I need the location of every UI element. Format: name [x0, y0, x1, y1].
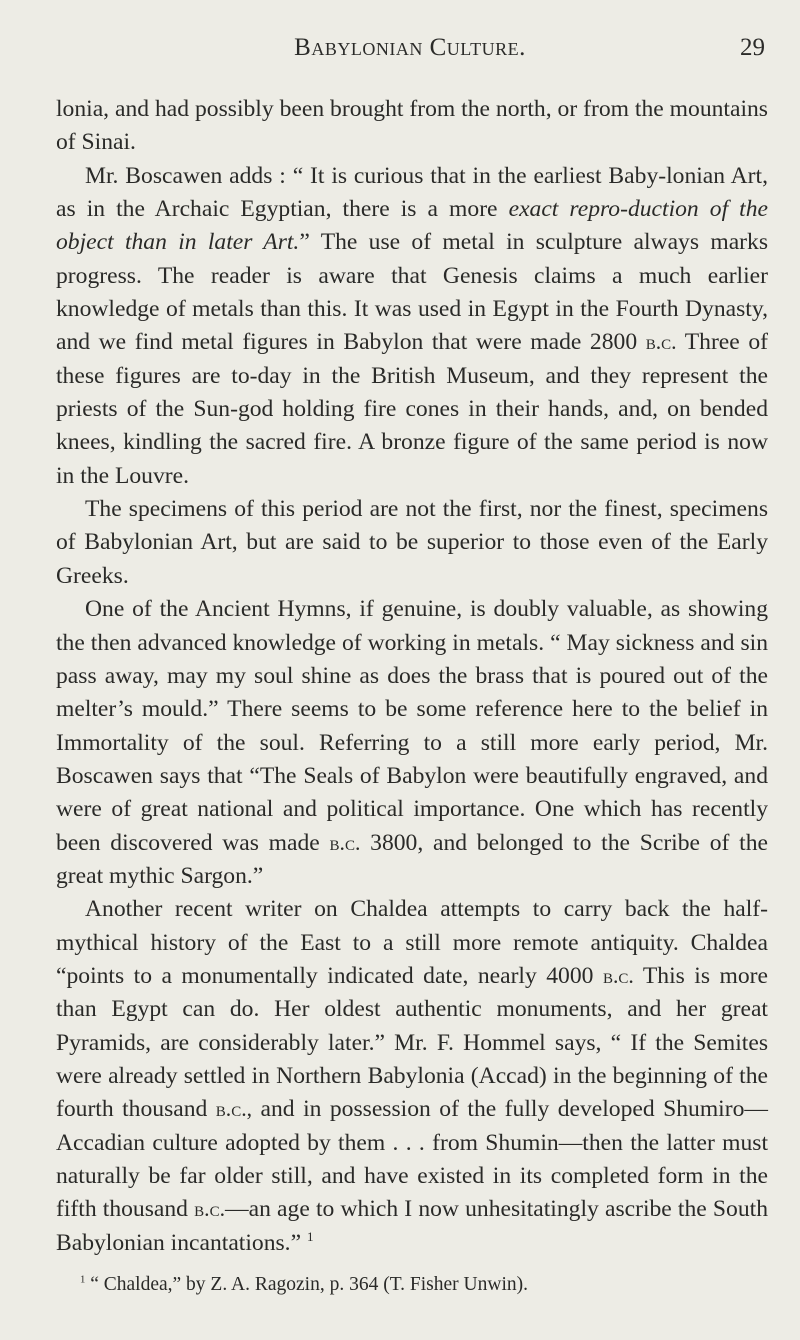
paragraph-5-era-abbr-1: b.c.	[602, 963, 634, 988]
footnote-reference[interactable]: 1	[306, 1228, 314, 1244]
paragraph-5-era-abbr-3: b.c.	[194, 1197, 226, 1222]
paragraph-4	[56, 593, 768, 893]
paragraph-2-era-abbr: b.c.	[645, 330, 677, 355]
paragraph-5-part-g: —an age to which I now unhesitatingly ascribe the South Babylonian incantations.”	[56, 1196, 768, 1256]
footnote-marker: 1	[80, 1273, 86, 1286]
running-title: Babylonian Culture.	[294, 34, 526, 61]
paragraph-5-part-a: Another recent writer on Chaldea attempts to carry back the half-mythical history of the East to a still more remote antiquity. Chaldea “points to a monumentally indicated date, nearly 4000	[56, 896, 768, 989]
paragraph-5-part-c: This is more than Egypt can do. Her oldest authentic monuments, and her great Pyramids, are considerably later.” Mr. F. Hommel says, “ If the Semites were already settled in Northern Babylonia (Accad) in the beginning of the fourth thousand	[56, 962, 768, 1123]
footnote-text: “ Chaldea,” by Z. A. Ragozin, p. 364 (T. Fisher Unwin).	[85, 1274, 528, 1295]
paragraph-1-text: lonia, and had possibly been brought from the north, or from the mountains of Sinai.	[56, 96, 768, 156]
paragraph-5-part-e: and in possession of the fully developed Shumiro—Accadian culture adopted by them . . . from Shumin—then the latter must naturally be far older still, and have existed in its completed form in the fifth thousand	[56, 1096, 768, 1223]
paragraph-4-era-abbr: b.c.	[329, 830, 361, 855]
paragraph-4-part-a: One of the Ancient Hymns, if genuine, is doubly valuable, as showing the then advanced knowledge of working in metals. “ May sickness and sin pass away, may my soul shine as does the brass that is poured out of the melter’s mould.” There seems to be some reference here to the belief in Immortality of the soul. Referring to a still more early period, Mr. Boscawen says that “The Seals of Babylon were beautifully engraved, and were of great national and political importance. One which has recently been discovered was made	[56, 596, 768, 856]
paragraph-3-text: The specimens of this period are not the first, nor the finest, specimens of Babylonian Art, but are said to be superior to those even of the Early Greeks.	[56, 496, 768, 589]
paragraph-2-italic-quote: exact repro-duction of the object than in later Art.	[56, 196, 768, 256]
paragraph-2-part-e: Three of these figures are to-day in the British Museum, and they represent the priests of the Sun-god holding fire cones in their hands, and, on bended knees, kindling the sacred fire. A bronze figure of the same period is now in the Louvre.	[56, 329, 768, 489]
paragraph-3	[56, 493, 768, 593]
paragraph-2-part-c: ” The use of metal in sculpture always marks progress. The reader is aware that Genesis claims a much earlier knowledge of metals than this. It was used in Egypt in the Fourth Dynasty, and we find metal figures in Babylon that were made 2800	[56, 229, 768, 356]
footnote	[80, 1272, 768, 1298]
page-number: 29	[740, 34, 765, 61]
running-head	[55, 34, 765, 74]
paragraph-2-part-a: Mr. Boscawen adds : “ It is curious that in the earliest Baby-lonian Art, as in the Archaic Egyptian, there is a more	[56, 162, 768, 223]
paragraph-5-era-abbr-2: b.c.,	[215, 1097, 253, 1122]
paragraph-1	[56, 93, 768, 160]
paragraph-2	[56, 160, 768, 493]
paragraph-5	[56, 893, 768, 1260]
body-text	[56, 93, 768, 1260]
paragraph-4-part-c: 3800, and belonged to the Scribe of the great mythic Sargon.”	[56, 829, 768, 889]
